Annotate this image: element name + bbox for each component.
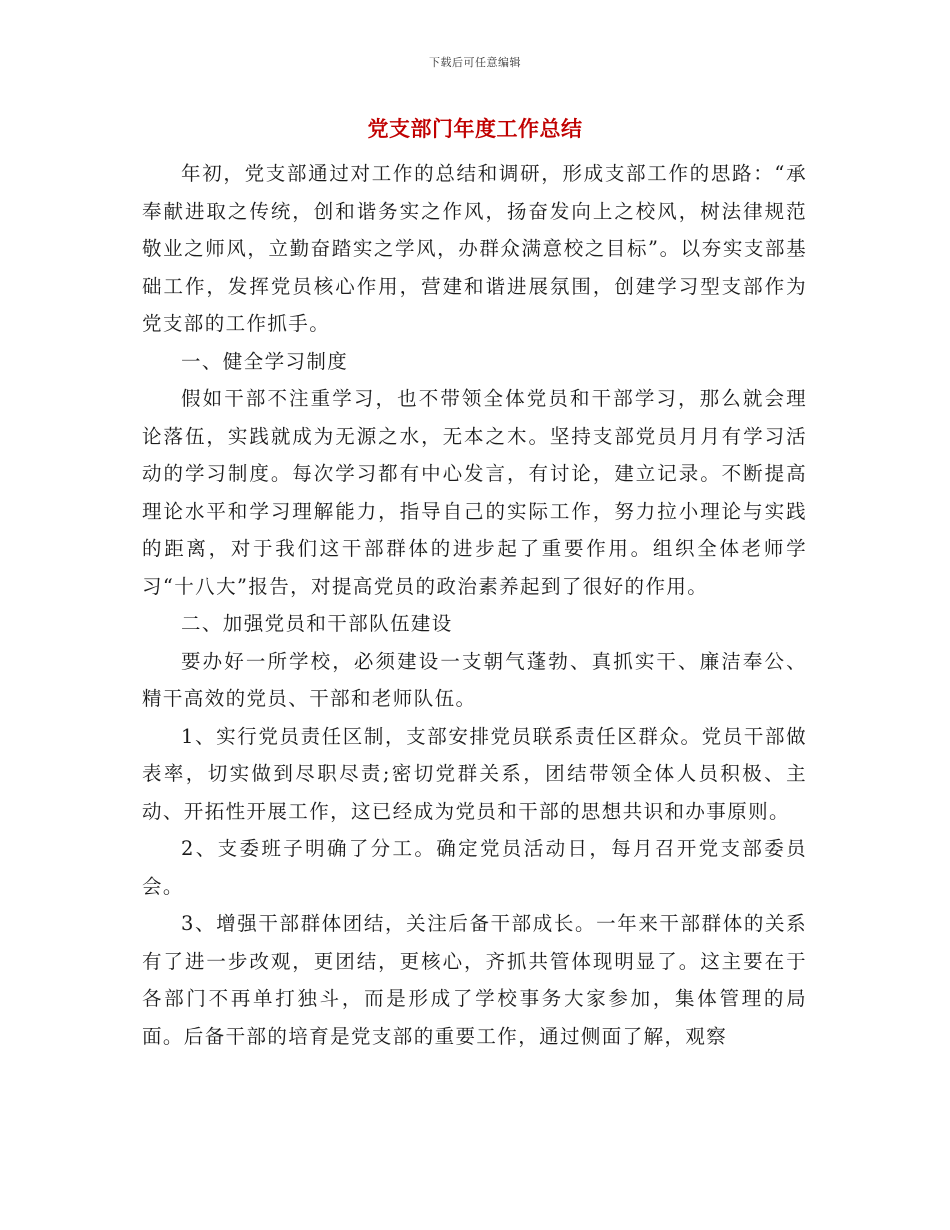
paragraph-team-building: 要办好一所学校，必须建设一支朝气蓬勃、真抓实干、廉洁奉公、精干高效的党员、干部和老师队伍。 [142, 649, 807, 710]
section-heading-team-building: 二、加强党员和干部队伍建设 [181, 612, 453, 635]
paragraph-study-system: 假如干部不注重学习，也不带领全体党员和干部学习，那么就会理论落伍，实践就成为无源之水，无本之木。坚持支部党员月月有学习活动的学习制度。每次学习都有中心发言，有讨论，建立记录。不断提高理论水平和学习理解能力，指导自己的实际工作，努力拉小理论与实践的距离，对于我们这干部群体的进步起了重要作用。组织全体老师学习“十八大”报告，对提高党员的政治素养起到了很好的作用。 [142, 387, 807, 598]
document-body [142, 155, 807, 1055]
page-header-note: 下载后可任意编辑 [429, 56, 521, 69]
paragraph-item-1: 1、实行党员责任区制，支部安排党员联系责任区群众。党员干部做表率，切实做到尽职尽责;密切党群关系，团结带领全体人员积极、主动、开拓性开展工作，这已经成为党员和干部的思想共识和办事原则。 [142, 724, 807, 823]
paragraph-item-2: 2、支委班子明确了分工。确定党员活动日，每月召开党支部委员会。 [142, 837, 807, 898]
section-heading-study-system: 一、健全学习制度 [181, 349, 349, 373]
paragraph-item-3: 3、增强干部群体团结，关注后备干部成长。一年来干部群体的关系有了进一步改观，更团结，更核心，齐抓共管体现明显了。这主要在于各部门不再单打独斗，而是形成了学校事务大家参加，集体管理的局面。后备干部的培育是党支部的重要工作，通过侧面了解，观察 [142, 912, 807, 1048]
document-title: 党支部门年度工作总结 [367, 117, 583, 141]
paragraph-intro: 年初，党支部通过对工作的总结和调研，形成支部工作的思路：“承奉献进取之传统，创和谐务实之作风，扬奋发向上之校风，树法律规范敬业之师风，立勤奋踏实之学风，办群众满意校之目标”。以夯实支部基础工作，发挥党员核心作用，营建和谐进展氛围，创建学习型支部作为党支部的工作抓手。 [142, 162, 807, 335]
